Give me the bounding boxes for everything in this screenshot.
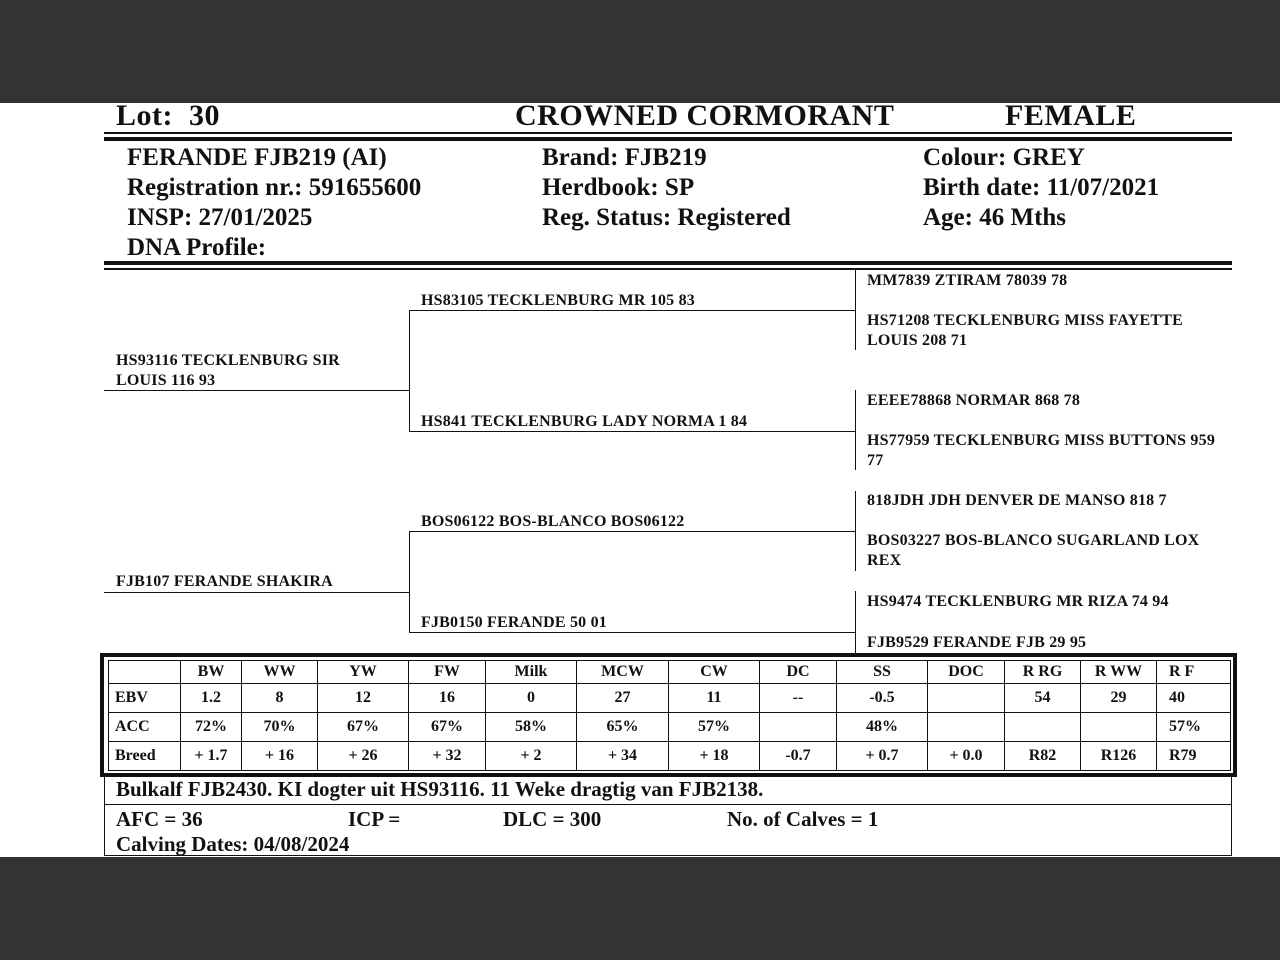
ebv-cell: 67% (409, 713, 486, 742)
ebv-cell: + 1.7 (181, 742, 242, 771)
pedigree-line (104, 390, 409, 391)
pedigree-ggp-2: HS71208 TECKLENBURG MISS FAYETTE LOUIS 208 71 (867, 312, 1183, 349)
dlc: DLC = 300 (503, 807, 602, 831)
ebv-header-row (109, 661, 1231, 684)
ebv-cell: 16 (409, 684, 486, 713)
ebv-cell (928, 713, 1005, 742)
ebv-cell: 1.2 (181, 684, 242, 713)
number-of-calves: No. of Calves = 1 (727, 807, 879, 831)
ebv-cell: 0 (486, 684, 577, 713)
registration-status: Reg. Status: Registered (542, 204, 791, 231)
ebv-cell: -0.5 (837, 684, 928, 713)
ebv-cell: + 0.0 (928, 742, 1005, 771)
ebv-cell: 11 (669, 684, 760, 713)
pedigree-sire-sire: HS83105 TECKLENBURG MR 105 83 (421, 292, 695, 309)
age: Age: 46 Mths (923, 204, 1067, 231)
info-rule-thick (104, 261, 1232, 265)
ebv-header-cell: Milk (486, 661, 577, 684)
ebv-cell: 57% (669, 713, 760, 742)
ebv-cell: 54 (1005, 684, 1081, 713)
ebv-cell: 8 (242, 684, 318, 713)
ebv-cell (1005, 713, 1081, 742)
ebv-cell: -0.7 (760, 742, 837, 771)
ebv-cell: 12 (318, 684, 409, 713)
ebv-cell: -- (760, 684, 837, 713)
afc: AFC = 36 (116, 807, 203, 831)
breed-row (109, 742, 1231, 771)
pedigree-ggp-5: 818JDH JDH DENVER DE MANSO 818 7 (867, 492, 1167, 509)
ebv-row-label: EBV (109, 684, 181, 713)
ebv-cell: 72% (181, 713, 242, 742)
ebv-header-cell: FW (409, 661, 486, 684)
pedigree-dam-dam: FJB0150 FERANDE 50 01 (421, 614, 607, 631)
pedigree-ggp-4: HS77959 TECKLENBURG MISS BUTTONS 959 77 (867, 432, 1216, 469)
ebv-cell: 70% (242, 713, 318, 742)
pedigree-ggp-3: EEEE78868 NORMAR 868 78 (867, 392, 1081, 409)
pedigree-line (855, 591, 856, 657)
sex-title: FEMALE (1005, 103, 1137, 132)
ebv-row (109, 684, 1231, 713)
sale-catalogue-page (0, 103, 1280, 857)
ebv-header-cell: R F (1157, 661, 1231, 684)
comments-divider (104, 804, 1232, 805)
lot-label (116, 103, 220, 133)
inspection-date: INSP: 27/01/2025 (127, 204, 313, 231)
ebv-cell: + 0.7 (837, 742, 928, 771)
header-rule-thin (104, 132, 1232, 134)
ebv-cell: + 16 (242, 742, 318, 771)
ebv-table (108, 660, 1231, 771)
registration-number: Registration nr.: 591655600 (127, 174, 422, 201)
ebv-row-label: ACC (109, 713, 181, 742)
calving-dates: Calving Dates: 04/08/2024 (116, 832, 350, 856)
pedigree-line (409, 531, 855, 532)
ebv-cell: 29 (1081, 684, 1157, 713)
pedigree-sire-dam: HS841 TECKLENBURG LADY NORMA 1 84 (421, 413, 748, 430)
ebv-cell: R126 (1081, 742, 1157, 771)
brand: Brand: FJB219 (542, 144, 707, 171)
ebv-cell: + 34 (577, 742, 669, 771)
pedigree-line (409, 431, 855, 432)
ebv-header-cell: YW (318, 661, 409, 684)
pedigree-line (409, 310, 855, 311)
ebv-header-cell: R RG (1005, 661, 1081, 684)
ebv-cell: 27 (577, 684, 669, 713)
pedigree-dam-sire: BOS06122 BOS-BLANCO BOS06122 (421, 513, 685, 530)
ebv-cell: 48% (837, 713, 928, 742)
comment-text: Bulkalf FJB2430. KI dogter uit HS93116. 11 Weke dragtig van FJB2138. (116, 777, 764, 801)
ebv-row-label: Breed (109, 742, 181, 771)
pedigree-line (409, 310, 410, 431)
birth-date: Birth date: 11/07/2021 (923, 174, 1160, 201)
pedigree-dam: FJB107 FERANDE SHAKIRA (116, 573, 333, 590)
ebv-header-cell: BW (181, 661, 242, 684)
pedigree-line (855, 491, 856, 571)
pedigree-ggp-7: HS9474 TECKLENBURG MR RIZA 74 94 (867, 593, 1169, 610)
animal-name: FERANDE FJB219 (AI) (127, 144, 387, 171)
colour: Colour: GREY (923, 144, 1085, 171)
pedigree-line (409, 531, 410, 632)
pedigree-line (855, 270, 856, 350)
ebv-header-cell: SS (837, 661, 928, 684)
ebv-header-cell: DC (760, 661, 837, 684)
ebv-cell: + 18 (669, 742, 760, 771)
ebv-cell: R82 (1005, 742, 1081, 771)
lot-label-text: Lot: (116, 103, 173, 132)
herdbook: Herdbook: SP (542, 174, 695, 201)
info-rule-thin (104, 268, 1232, 270)
ebv-header-cell: CW (669, 661, 760, 684)
icp: ICP = (348, 807, 401, 831)
ebv-header-cell: DOC (928, 661, 1005, 684)
ebv-cell: + 32 (409, 742, 486, 771)
pedigree-ggp-1: MM7839 ZTIRAM 78039 78 (867, 272, 1068, 289)
ebv-cell: R79 (1157, 742, 1231, 771)
pedigree-ggp-6: BOS03227 BOS-BLANCO SUGARLAND LOX REX (867, 532, 1200, 569)
ebv-cell: 57% (1157, 713, 1231, 742)
breed-title: CROWNED CORMORANT (515, 103, 895, 132)
ebv-cell: + 26 (318, 742, 409, 771)
lot-number: 30 (189, 103, 220, 132)
ebv-cell (1081, 713, 1157, 742)
ebv-cell (760, 713, 837, 742)
pedigree-line (409, 632, 855, 633)
acc-row (109, 713, 1231, 742)
ebv-cell: 58% (486, 713, 577, 742)
ebv-cell: 40 (1157, 684, 1231, 713)
header-rule-thick (104, 137, 1232, 141)
ebv-cell: 65% (577, 713, 669, 742)
ebv-header-cell: WW (242, 661, 318, 684)
ebv-header-cell: MCW (577, 661, 669, 684)
pedigree-sire: HS93116 TECKLENBURG SIR LOUIS 116 93 (116, 352, 340, 389)
pedigree-line (104, 592, 409, 593)
ebv-cell: + 2 (486, 742, 577, 771)
ebv-header-cell: R WW (1081, 661, 1157, 684)
dna-profile: DNA Profile: (127, 234, 267, 261)
ebv-cell (928, 684, 1005, 713)
pedigree-line (855, 390, 856, 470)
ebv-header-cell (109, 661, 181, 684)
ebv-cell: 67% (318, 713, 409, 742)
pedigree-ggp-8: FJB9529 FERANDE FJB 29 95 (867, 634, 1087, 651)
